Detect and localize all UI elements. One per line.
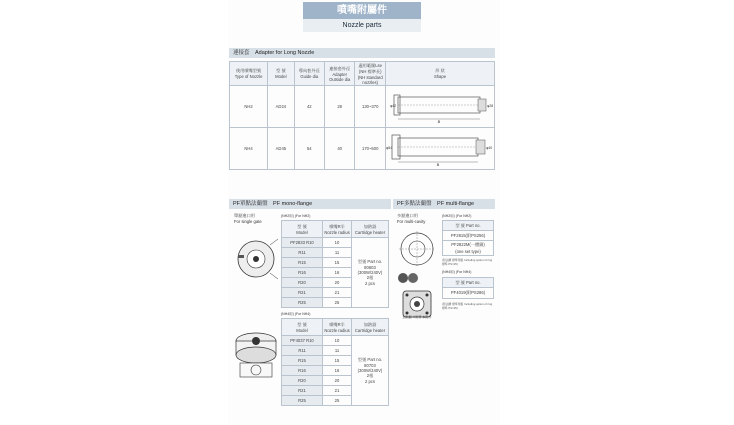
row-radius: 15 bbox=[323, 356, 352, 366]
row-radius: 20 bbox=[323, 278, 352, 288]
row-model: R20 bbox=[282, 376, 323, 386]
adapter-section-title: 連接套 Adapter for Long Nozzle bbox=[229, 48, 495, 58]
row-model: PF2833 R10 bbox=[282, 238, 323, 248]
multi-flange-drawing-icon bbox=[397, 229, 439, 269]
page-header bbox=[303, 2, 421, 32]
multi-head: 型 號 Part no. bbox=[443, 221, 494, 231]
heater-line: (300W/240V) bbox=[357, 270, 383, 275]
row-radius: 11 bbox=[323, 346, 352, 356]
adapter-row bbox=[230, 128, 495, 170]
adapter-drawing-icon bbox=[386, 129, 494, 167]
mono-table-nh4 bbox=[281, 318, 389, 406]
mono-flange-drawing-icon bbox=[234, 233, 278, 281]
heater-line: 2根 bbox=[366, 275, 374, 280]
row-range: 170~500 bbox=[355, 128, 386, 170]
col-heater-en: Cartridge heater bbox=[354, 327, 386, 333]
row-model: R15 bbox=[282, 356, 323, 366]
row-model: R21 bbox=[282, 288, 323, 298]
row-guide: 54 bbox=[294, 128, 324, 170]
row-radius: 16 bbox=[323, 366, 352, 376]
multi-note-2: (附法蘭 標準規格 Including option of ring 標準 PS=25) bbox=[442, 302, 493, 310]
row-radius: 16 bbox=[323, 268, 352, 278]
dim-d2: φ28 bbox=[487, 104, 494, 108]
heater-line: 型號 Part no. bbox=[357, 259, 383, 264]
col-outside-zh: 連接套外徑 bbox=[329, 65, 351, 71]
row-radius: 21 bbox=[323, 386, 352, 396]
col-range-en: (NH 標準長) bbox=[358, 68, 382, 74]
single-gate-en: For single gate bbox=[234, 219, 262, 224]
table-row bbox=[282, 238, 389, 248]
table-row bbox=[282, 336, 389, 346]
multi-section-title: PF多點法蘭盤 PF multi-flange bbox=[393, 199, 495, 209]
photo-note: 加熱器 ※附帶 本附件 bbox=[402, 315, 432, 319]
heater-line: 型號 Part no. bbox=[357, 357, 383, 362]
col-model-zh: 型 號 bbox=[297, 321, 307, 327]
row-radius: 25 bbox=[323, 396, 352, 406]
part-row: PF4019(附PS286) bbox=[443, 288, 494, 299]
heater-line: 80603 bbox=[364, 265, 376, 270]
header-title-en: Nozzle parts bbox=[303, 19, 421, 32]
heater-photo-icon bbox=[397, 270, 419, 284]
row-radius: 15 bbox=[323, 258, 352, 268]
multi-cavity-zh: 多點進口用 bbox=[397, 213, 418, 218]
part-row: (one set type) bbox=[443, 249, 494, 256]
row-range: 130~370 bbox=[355, 86, 386, 128]
heater-line: (300W/240V) bbox=[357, 368, 383, 373]
col-shape-zh: 形 狀 bbox=[435, 68, 445, 73]
heater-line: 80703 bbox=[364, 363, 376, 368]
mono-flange-drawing-icon bbox=[232, 327, 280, 383]
col-radius-en: Nozzle radius bbox=[324, 327, 350, 333]
col-guide-en: Guide dia bbox=[300, 74, 319, 79]
heater-line: 2根 bbox=[366, 373, 374, 378]
header-title-zh: 噴嘴附屬件 bbox=[337, 5, 387, 16]
mono-table-nh2 bbox=[281, 220, 389, 308]
row-outside: 28 bbox=[324, 86, 354, 128]
adapter-row bbox=[230, 86, 495, 128]
col-model-zh: 型 號 bbox=[297, 223, 307, 229]
adapter-drawing-icon bbox=[386, 87, 494, 125]
col-radius-en: Nozzle radius bbox=[324, 229, 350, 235]
row-model: PF4037 R10 bbox=[282, 336, 323, 346]
multi-nh2-label: (NH2用) (For NH2) bbox=[442, 214, 472, 218]
col-type-en: Type of Nozzle bbox=[234, 74, 263, 79]
col-model-en: Model bbox=[296, 327, 308, 333]
heater-line: 2 pcs bbox=[364, 379, 375, 384]
nh4-label: (NH4用) (For NH4) bbox=[281, 312, 311, 316]
dim-d4: φ40 bbox=[486, 146, 493, 150]
row-model: R21 bbox=[282, 386, 323, 396]
row-model: R25 bbox=[282, 298, 323, 308]
mono-section-title: PF單點法蘭盤 PF mono-flange bbox=[229, 199, 391, 209]
nh2-label: (NH2用) (For NH2) bbox=[281, 214, 311, 218]
col-heater-zh: 加熱器 bbox=[363, 223, 377, 229]
dim-len-1: B bbox=[437, 119, 441, 124]
multi-table-nh4 bbox=[442, 277, 494, 299]
row-radius: 11 bbox=[323, 248, 352, 258]
heater-info bbox=[352, 238, 389, 308]
col-guide-zh: 導向套外徑 bbox=[298, 68, 320, 73]
adapter-shape-1 bbox=[386, 86, 495, 128]
col-heater-en: Cartridge heater bbox=[354, 229, 386, 235]
row-guide: 42 bbox=[294, 86, 324, 128]
row-model: AD24 bbox=[268, 86, 294, 128]
col-model-zh: 型 號 bbox=[276, 68, 286, 73]
col-range-zh: 適用範圍Lse bbox=[358, 62, 382, 68]
row-type: NH2 bbox=[230, 86, 268, 128]
col-shape-en: Shape bbox=[433, 74, 447, 79]
multi-nh4-label: (NH4用) (For NH4) bbox=[442, 270, 472, 274]
dim-d3: φ54 bbox=[386, 146, 393, 150]
row-type: NH4 bbox=[230, 128, 268, 170]
single-gate-zh: 單點進口用 bbox=[234, 213, 255, 218]
row-radius: 10 bbox=[323, 336, 352, 346]
row-model: R11 bbox=[282, 248, 323, 258]
col-radius-zh: 噴嘴R半 bbox=[329, 223, 345, 229]
part-row: PF2815(附PS256) bbox=[443, 231, 494, 241]
dim-d1: φ42 bbox=[390, 104, 397, 108]
row-radius: 25 bbox=[323, 298, 352, 308]
row-radius: 21 bbox=[323, 288, 352, 298]
col-heater-zh: 加熱器 bbox=[363, 321, 377, 327]
row-outside: 40 bbox=[324, 128, 354, 170]
multi-note-1: (附法蘭 標準規格 Including option of ring 標準 PS=25) bbox=[442, 258, 493, 266]
heater-line: 2 pcs bbox=[364, 281, 375, 286]
part-row: PF2822M(一體鑄) bbox=[443, 241, 494, 249]
row-radius: 20 bbox=[323, 376, 352, 386]
row-model: R15 bbox=[282, 258, 323, 268]
col-radius-zh: 噴嘴R半 bbox=[329, 321, 345, 327]
col-model-en: Model bbox=[296, 229, 308, 235]
row-model: R25 bbox=[282, 396, 323, 406]
row-model: R20 bbox=[282, 278, 323, 288]
adapter-shape-2 bbox=[386, 128, 495, 170]
col-range-extra: (NH standard nozzles) bbox=[357, 74, 383, 85]
multi-table-nh2 bbox=[442, 220, 494, 256]
multi-head: 型 號 Part no. bbox=[443, 278, 494, 288]
row-model: R11 bbox=[282, 346, 323, 356]
row-model: R16 bbox=[282, 366, 323, 376]
col-model-en: Model bbox=[275, 74, 287, 79]
col-type-zh: 使用噴嘴型號 bbox=[235, 68, 262, 73]
dim-len-2: B bbox=[436, 162, 440, 167]
row-radius: 10 bbox=[323, 238, 352, 248]
row-model: R16 bbox=[282, 268, 323, 278]
adapter-table bbox=[229, 61, 495, 170]
multi-cavity-en: For multi-cavity bbox=[397, 219, 426, 224]
heater-info bbox=[352, 336, 389, 406]
row-model: AD45 bbox=[268, 128, 294, 170]
col-outside-en: Adapter Outside dia bbox=[329, 71, 351, 82]
